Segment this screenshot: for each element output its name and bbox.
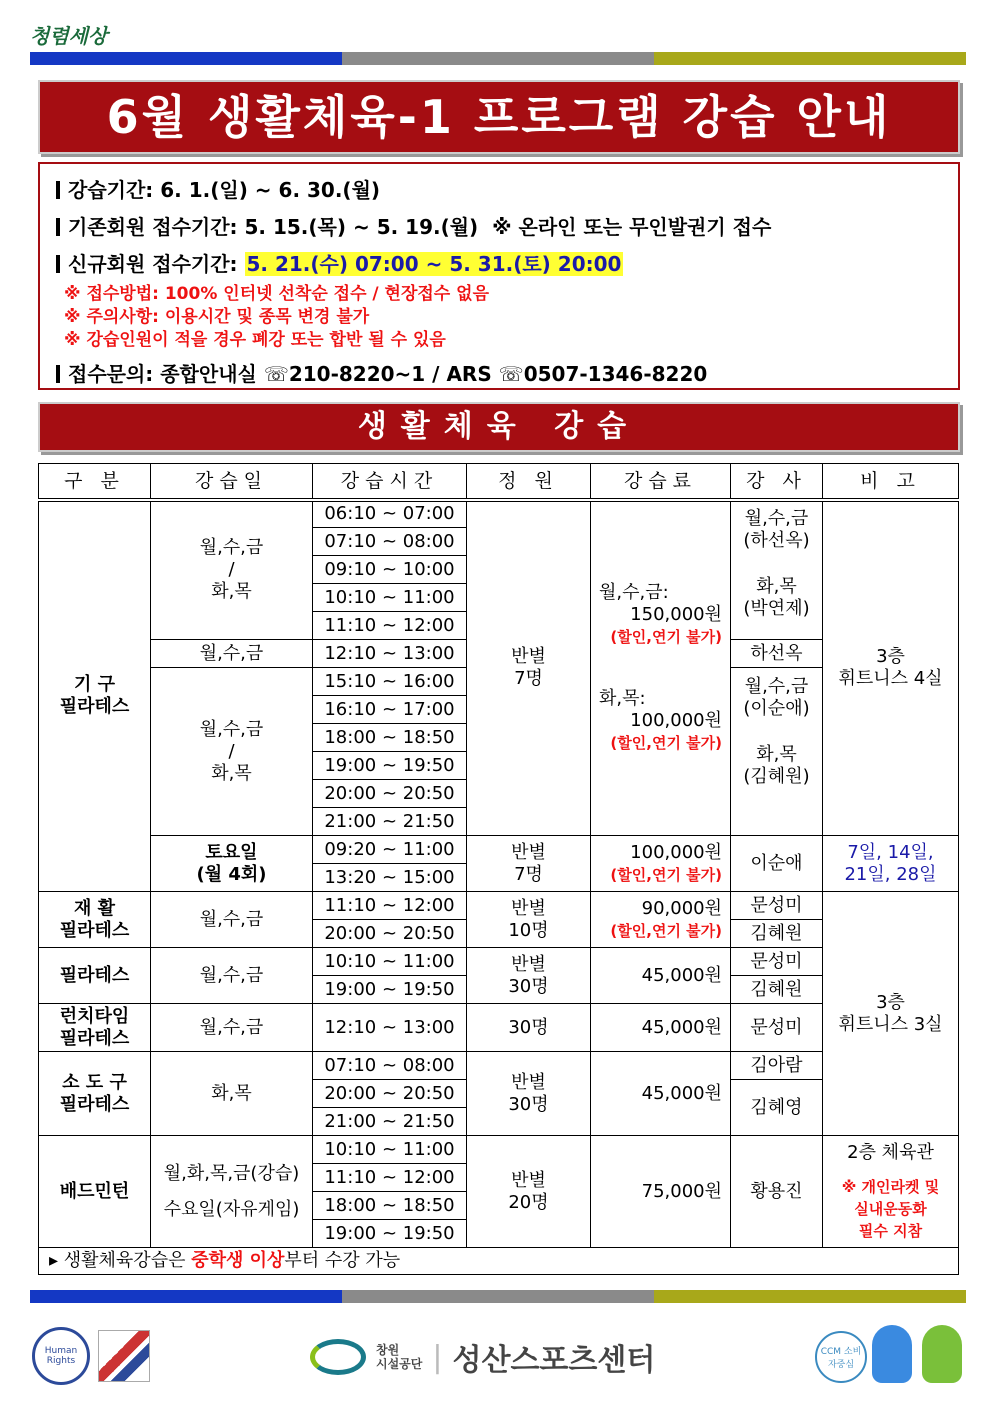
table-row: 런치타임 필라테스 월,수,금 12:10 ~ 13:00 30명 45,000원 문성미 xyxy=(39,1004,959,1052)
slogan-logo xyxy=(30,20,107,49)
note-caution: ※ 주의사항: 이용시간 및 종목 변경 불가 xyxy=(64,307,370,327)
program-pilates: 필라테스 xyxy=(39,948,151,1004)
program-rehab: 재 활 필라테스 xyxy=(39,892,151,948)
mascot-green-icon xyxy=(922,1325,962,1383)
remark-3f-cell: 3층 휘트니스 3실 xyxy=(823,892,959,1136)
slogan-text: 청렴세상 xyxy=(30,24,108,48)
period-line: 강습기간: 6. 1.(일) ~ 6. 30.(월) xyxy=(56,172,942,209)
days-cell: 월,수,금 / 화,목 xyxy=(151,500,313,640)
new-member-period-highlight: 5. 21.(수) 07:00 ~ 5. 31.(토) 20:00 xyxy=(246,252,622,276)
center-name: 성산스포츠센터 xyxy=(452,1343,656,1378)
capacity-cell: 반별 7명 xyxy=(467,500,591,836)
contact-line: 접수문의: 종합안내실 ☏210-8220~1 / ARS ☏0507-1346-8220 xyxy=(56,356,942,393)
table-header-row: 구 분 강습일 강습시간 정 원 강습료 강 사 비 고 xyxy=(39,464,959,500)
program-lunch: 런치타임 필라테스 xyxy=(39,1004,151,1052)
schedule-table: 구 분 강습일 강습시간 정 원 강습료 강 사 비 고 기 구 필라테스 월,수,금 / 화,목 06:10 ~ 07:00 반별 7명 월,수,금: 150,000원 (할인,연기 불가) 화,목: 100,000원 (할인,연기 불가) 월,수,금 (하선옥) 화,목 (박연제) 3층 휘트니스 4실 07:10 ~ 08:00 09:10 ~ 10:00 10:10 ~ 11:00 11:10 ~ 12:00 월,수,금 12:10 ~ 13:00 하선옥 월,수,금 / 화,목 15:10 ~ 16:00 월,수,금 (이순애) 화,목 (김혜원) 16:10 ~ 17:00 18:00 ~ 18:50 19:00 ~ 19:50 20:00 ~ 20:50 21:00 ~ 21:50 토요일 (월 4회) 09:20 ~ 11:00 반별 7명 100,000원 (할인,연기 불가) 이순애 7일, 14일, 21일, 28일 13:20 ~ 15:00 재 활 필라테스 월,수,금 11:10 ~ 12:00 반별 10명 90,000원 (할인,연기 불가) 문성미 3층 휘트니스 3실 20:00 ~ 20:50 김혜원 필라테스 월,수,금 10:10 ~ 11:00 반별 30명 45,000원 문성미 19:00 ~ 19:50 김혜원 런치타임 필라테스 월,수,금 12:10 ~ 13:00 30명 45,000원 문성미 소 도 구 필라테스 화,목 07:10 ~ 08:00 반별 30명 45,000원 김아람 20:00 ~ 20:50 김혜영 21:00 ~ 21:50 배드민턴 월,화,목,금(강습) 수요일(자유게임) 10:10 ~ 11:00 반별 20명 75,000원 황용진 2층 체육관 ※ 개인라켓 및 실내운동화 필수 지참 11:10 ~ 12:00 18:00 ~ 18:50 19:00 ~ 19:50 ▸ 생활체육강습은 중학생 이상부터 수강 가능 xyxy=(38,463,960,1275)
table-row: 배드민턴 월,화,목,금(강습) 수요일(자유게임) 10:10 ~ 11:00 반별 20명 75,000원 황용진 2층 체육관 ※ 개인라켓 및 실내운동화 필수 지참 xyxy=(39,1136,959,1164)
note-method: ※ 접수방법: 100% 인터넷 선착순 접수 / 현장접수 없음 xyxy=(64,284,489,304)
top-color-bar xyxy=(30,52,966,65)
mascot-blue-icon xyxy=(872,1325,912,1383)
fee-cell: 월,수,금: 150,000원 (할인,연기 불가) 화,목: 100,000원 (할인,연기 불가) xyxy=(591,500,731,836)
program-kigu: 기 구 필라테스 xyxy=(39,500,151,892)
footer-note-row: ▸ 생활체육강습은 중학생 이상부터 수강 가능 xyxy=(39,1248,959,1275)
instructor-cell: 월,수,금 (하선옥) 화,목 (박연제) xyxy=(731,500,823,640)
table-row: 소 도 구 필라테스 화,목 07:10 ~ 08:00 반별 30명 45,000원 김아람 xyxy=(39,1052,959,1080)
table-row: 월,수,금 12:10 ~ 13:00 하선옥 xyxy=(39,640,959,668)
table-row: 토요일 (월 4회) 09:20 ~ 11:00 반별 7명 100,000원 (할인,연기 불가) 이순애 7일, 14일, 21일, 28일 xyxy=(39,836,959,864)
certification-flag-icon xyxy=(98,1330,150,1382)
existing-member-line: 기존회원 접수기간: 5. 15.(목) ~ 5. 19.(월) ※ 온라인 또는 무인발권기 접수 xyxy=(56,209,942,246)
new-member-line: 신규회원 접수기간: 5. 21.(수) 07:00 ~ 5. 31.(토) 20:00 xyxy=(56,246,942,283)
section-title: 생활체육 강습 xyxy=(38,402,960,452)
page-title: 6월 생활체육-1 프로그램 강습 안내 xyxy=(38,80,960,154)
note-cancel: ※ 강습인원이 적을 경우 폐강 또는 합반 될 수 있음 xyxy=(64,330,446,350)
program-smallgear: 소 도 구 필라테스 xyxy=(39,1052,151,1136)
remark-cell: 3층 휘트니스 4실 xyxy=(823,500,959,836)
program-badminton: 배드민턴 xyxy=(39,1136,151,1248)
table-row: 월,수,금 / 화,목 15:10 ~ 16:00 월,수,금 (이순애) 화,목 (김혜원) xyxy=(39,668,959,696)
table-row: 기 구 필라테스 월,수,금 / 화,목 06:10 ~ 07:00 반별 7명 월,수,금: 150,000원 (할인,연기 불가) 화,목: 100,000원 (할인,연기 불가) 월,수,금 (하선옥) 화,목 (박연제) 3층 휘트니스 4실 xyxy=(39,500,959,528)
info-box xyxy=(38,162,960,390)
swirl-logo-icon xyxy=(310,1339,366,1375)
table-row: 재 활 필라테스 월,수,금 11:10 ~ 12:00 반별 10명 90,000원 (할인,연기 불가) 문성미 3층 휘트니스 3실 xyxy=(39,892,959,920)
ccm-badge-icon: CCM 소비자중심 xyxy=(815,1331,867,1383)
bottom-color-bar xyxy=(30,1290,966,1303)
center-logo: 창원 시설공단 | 성산스포츠센터 xyxy=(310,1335,655,1379)
human-rights-badge-icon: Human Rights xyxy=(32,1327,90,1385)
footer-logos xyxy=(0,1325,992,1390)
table-row: 필라테스 월,수,금 10:10 ~ 11:00 반별 30명 45,000원 문성미 xyxy=(39,948,959,976)
